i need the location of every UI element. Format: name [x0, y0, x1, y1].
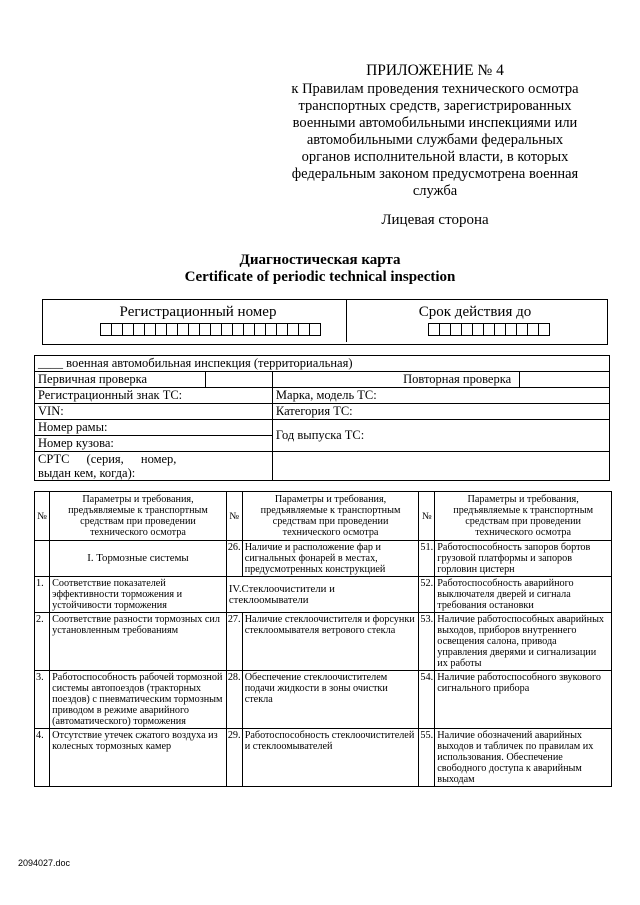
title-ru: Диагностическая карта — [239, 252, 401, 268]
col-header-1: Параметры и требования, предъявляемые к транспортным средствам при проведении технического осмотра — [50, 492, 227, 541]
appendix-header — [280, 62, 590, 200]
param-cell: Работоспособность запоров бортов грузовой платформы и запоров горловин цистерн — [435, 541, 612, 577]
body-number-field[interactable]: Номер кузова: — [35, 436, 273, 452]
row-num: 2. — [35, 613, 50, 671]
inspection-label: военная автомобильная инспекция (территориальная) — [66, 356, 353, 370]
table-row — [35, 541, 612, 577]
appendix-line-7: служба — [412, 183, 458, 199]
reg-number-label: Регистрационный номер — [119, 304, 277, 320]
row-num: 3. — [35, 671, 50, 729]
repeat-check-box[interactable] — [520, 372, 610, 388]
appendix-line-4: автомобильными службами федеральных — [306, 132, 564, 148]
appendix-line-1: к Правилам проведения технического осмотра — [291, 81, 579, 97]
frame-number-field[interactable]: Номер рамы: — [35, 420, 273, 436]
reg-number-cells[interactable] — [100, 323, 321, 336]
appendix-line-5: органов исполнительной власти, в которых — [301, 149, 569, 165]
make-model-field[interactable]: Марка, модель ТС: — [272, 388, 609, 404]
col-header-3: Параметры и требования, предъявляемые к транспортным средствам при проведении технического осмотра — [435, 492, 612, 541]
row-num: 54. — [419, 671, 435, 729]
year-field[interactable]: Год выпуска ТС: — [272, 420, 609, 452]
param-cell: Работоспособность стеклоочистителей и стеклоомывателей — [242, 729, 419, 787]
vehicle-info-table — [34, 355, 610, 481]
row-num: 51. — [419, 541, 435, 577]
param-cell: Наличие стеклоочистителя и форсунки стеклоомывателя ветрового стекла — [242, 613, 419, 671]
table-row — [35, 613, 612, 671]
col-header-2: Параметры и требования, предъявляемые к транспортным средствам при проведении технического осмотра — [242, 492, 419, 541]
table-row — [35, 671, 612, 729]
row-num: 28. — [226, 671, 242, 729]
row-num: 1. — [35, 577, 50, 613]
primary-check-label: Первичная проверка — [35, 372, 206, 388]
param-cell: Соответствие разности тормозных сил установленным требованиям — [50, 613, 227, 671]
param-cell: Работоспособность аварийного выключателя дверей и сигнала требования остановки — [435, 577, 612, 613]
param-cell: I. Тормозные системы — [50, 541, 227, 577]
srts-blank — [272, 452, 609, 481]
col-num-2: № — [226, 492, 242, 541]
row-num — [35, 541, 50, 577]
param-cell: Соответствие показателей эффективности торможения и устойчивости торможения — [50, 577, 227, 613]
srts-field[interactable] — [35, 452, 273, 481]
row-num: 4. — [35, 729, 50, 787]
row-num: 52. — [419, 577, 435, 613]
validity-cells[interactable] — [428, 323, 550, 336]
category-field[interactable]: Категория ТС: — [272, 404, 609, 420]
repeat-check-label: Повторная проверка — [272, 372, 519, 388]
appendix-title: ПРИЛОЖЕНИЕ № 4 — [366, 62, 504, 79]
row-num: 26. — [226, 541, 242, 577]
col-num-3: № — [419, 492, 435, 541]
param-cell: Наличие работоспособных аварийных выходов, приборов внутреннего освещения салона, привода управления дверями и сигнализации их работы — [435, 613, 612, 671]
srts-line-1: СРТС (серия, номер, — [38, 452, 177, 466]
param-cell: Наличие работоспособного звукового сигнального прибора — [435, 671, 612, 729]
inspection-blank[interactable]: ____ — [38, 356, 63, 370]
row-num: 53. — [419, 613, 435, 671]
file-name: 2094027.doc — [18, 858, 71, 868]
param-cell: Наличие и расположение фар и сигнальных фонарей в местах, предусмотренных конструкцией — [242, 541, 419, 577]
appendix-line-3: военными автомобильными инспекциями или — [292, 115, 578, 131]
param-cell: Наличие обозначений аварийных выходов и табличек по правилам их использования. Обеспечение свободного доступа к аварийным выходам — [435, 729, 612, 787]
appendix-line-6: федеральным законом предусмотрена военная — [291, 166, 579, 182]
title-en: Certificate of periodic technical inspection — [184, 269, 456, 285]
param-cell: Работоспособность рабочей тормозной системы автопоездов (тракторных поездов) с пневматическим тормозным приводом в режиме аварийного (автоматического) торможения — [50, 671, 227, 729]
vin-field[interactable]: VIN: — [35, 404, 273, 420]
row-num: 55. — [419, 729, 435, 787]
param-cell: Обеспечение стеклоочистителем подачи жидкости в зоны очистки стекла — [242, 671, 419, 729]
srts-line-2: выдан кем, когда): — [38, 466, 136, 480]
param-cell: Отсутствие утечек сжатого воздуха из колесных тормозных камер — [50, 729, 227, 787]
validity-label: Срок действия до — [418, 304, 532, 320]
table-row — [35, 577, 612, 613]
row-num: 29. — [226, 729, 242, 787]
reg-sign-field[interactable]: Регистрационный знак ТС: — [35, 388, 273, 404]
appendix-line-2: транспортных средств, зарегистрированных — [298, 98, 572, 114]
col-num-1: № — [35, 492, 50, 541]
side-label: Лицевая сторона — [381, 212, 489, 228]
table-row — [35, 729, 612, 787]
primary-check-box[interactable] — [206, 372, 272, 388]
parameters-table — [34, 491, 612, 787]
section-cell: IV.Стеклоочистители и стеклоомыватели — [226, 577, 419, 613]
row-num: 27. — [226, 613, 242, 671]
